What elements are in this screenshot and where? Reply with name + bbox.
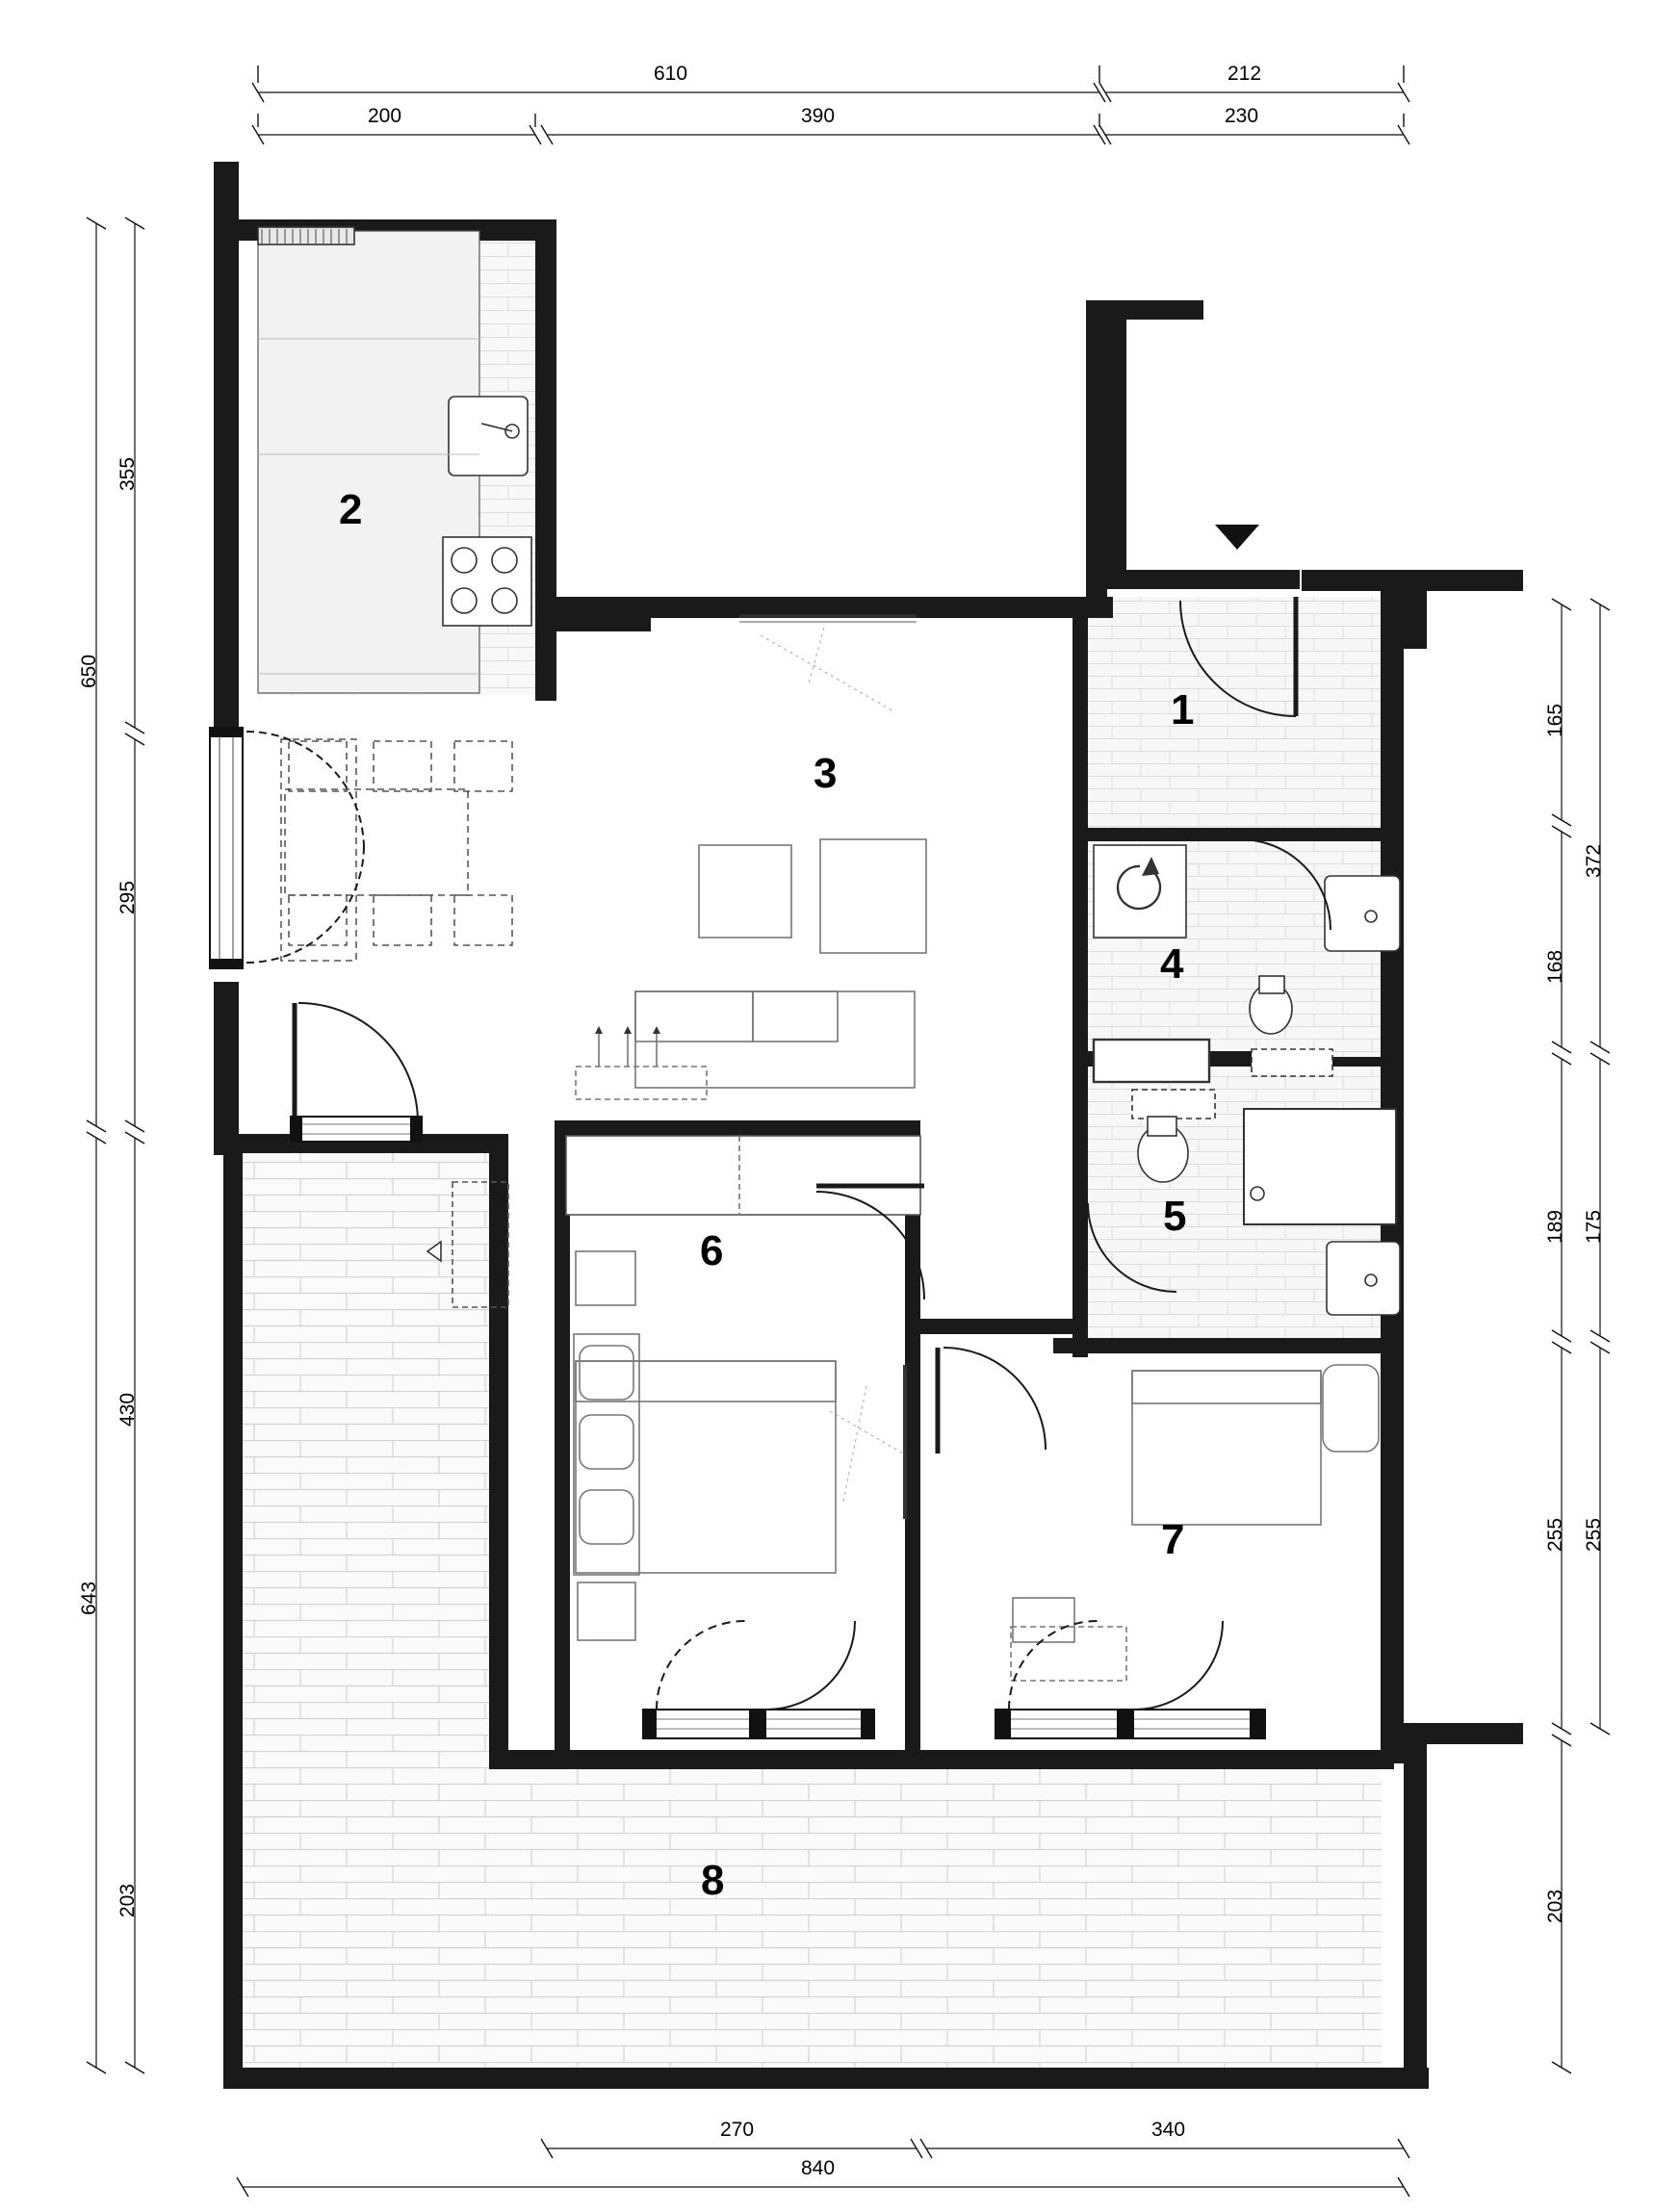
dimension-top-212: 212 (1228, 63, 1262, 85)
dimension-right-165: 165 (1544, 703, 1566, 737)
dimension-top-200: 200 (368, 105, 402, 127)
room-label-7: 7 (1161, 1516, 1185, 1563)
room-label-6: 6 (700, 1227, 724, 1274)
dimension-right-255a: 255 (1544, 1517, 1566, 1552)
room-label-1: 1 (1171, 686, 1195, 733)
room-label-8: 8 (701, 1857, 725, 1904)
room-label-5: 5 (1163, 1193, 1187, 1240)
dimension-left-430: 430 (116, 1392, 139, 1427)
dimension-right-203: 203 (1544, 1889, 1566, 1923)
dimension-bottom-340: 340 (1151, 2119, 1186, 2141)
room-label-2: 2 (339, 486, 363, 533)
dimension-right-189: 189 (1544, 1209, 1566, 1244)
dimension-top-390: 390 (801, 105, 836, 127)
entry-arrow-icon (1215, 525, 1259, 550)
dimension-top-230: 230 (1225, 105, 1259, 127)
dimension-left-650: 650 (78, 654, 100, 688)
dimension-left-203: 203 (116, 1883, 139, 1917)
dimension-right-168: 168 (1544, 949, 1566, 984)
dimension-left-643: 643 (78, 1581, 100, 1615)
dimension-bottom-840: 840 (801, 2157, 836, 2179)
dimension-right-255b: 255 (1583, 1517, 1605, 1552)
dimension-top-610: 610 (654, 63, 688, 85)
dimension-right-372: 372 (1583, 843, 1605, 878)
dimension-left-295: 295 (116, 880, 139, 914)
room-label-4: 4 (1160, 940, 1184, 988)
dimension-right-175: 175 (1583, 1209, 1605, 1244)
dimension-left-355: 355 (116, 456, 139, 491)
dimension-bottom-270: 270 (720, 2119, 755, 2141)
room-label-3: 3 (814, 750, 838, 797)
